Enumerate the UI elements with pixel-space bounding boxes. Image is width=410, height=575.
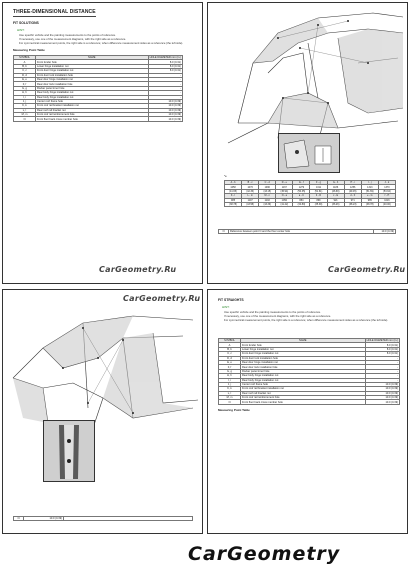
hint-label: HINT: <box>222 305 230 309</box>
detail-inset-illustration <box>44 421 94 481</box>
cell-hole-diameter: - <box>365 365 399 369</box>
cell-name: Front door lock installation hole <box>241 356 366 360</box>
footer-name: Reference between point N and the floor center hole <box>229 230 374 234</box>
manual-page-4 <box>207 289 408 534</box>
dist-cell: E - f <box>293 181 310 185</box>
dist-cell: b - D <box>310 194 327 198</box>
cell-symbol: J, j <box>14 99 36 103</box>
cell-name: Lower hinge installation nut <box>36 64 149 68</box>
measuring-point-table <box>218 338 400 405</box>
col-name: NAME <box>36 56 149 60</box>
cell-name: Rear door lock installation hole <box>36 82 149 86</box>
dist-cell: (35.39) <box>310 202 327 206</box>
dist-cell: (46.69) <box>327 189 344 193</box>
dist-cell: F - g <box>310 181 327 185</box>
cell-hole-diameter: 10.0 (0.39) <box>148 99 182 103</box>
cell-hole-diameter: - <box>365 374 399 378</box>
dist-cell: (34.80) <box>293 202 310 206</box>
cell-hole-diameter: - <box>365 360 399 364</box>
dist-cell: (42.36) <box>242 189 259 193</box>
dist-cell: f - H <box>378 194 395 198</box>
cell-name: Rocker panel inner hole <box>241 369 366 373</box>
col-name: NAME <box>241 339 366 343</box>
distance-table <box>224 180 396 207</box>
cell-symbol: D, d <box>14 73 36 77</box>
cell-name: Rear body hinge installation nut <box>241 378 366 382</box>
cell-hole-diameter: 10.0 (0.39) <box>365 387 399 391</box>
cell-name: Front fender hole <box>241 343 366 347</box>
hint-marker: *a <box>224 175 227 178</box>
footer-row-table <box>13 516 193 521</box>
dist-cell: (51.61) <box>310 189 327 193</box>
cell-name: Front door lock installation hole <box>36 73 149 77</box>
cell-symbol: G, g <box>14 86 36 90</box>
dist-cell: d - F <box>344 194 361 198</box>
cell-symbol: N <box>14 117 36 121</box>
cell-name: Front roof rail bracket installation nut <box>241 387 366 391</box>
dist-cell: (41.42) <box>276 202 293 206</box>
footer-symbol: N <box>219 230 229 234</box>
cell-hole-diameter: 8.0 (0.31) <box>148 60 182 64</box>
cell-symbol: G, g <box>219 369 241 373</box>
cell-symbol: K, k <box>219 387 241 391</box>
dist-cell: (36.26) <box>327 202 344 206</box>
cell-symbol: A <box>14 60 36 64</box>
dist-cell: e - G <box>361 194 378 198</box>
cell-symbol: M, m <box>219 396 241 400</box>
dist-cell: 985 <box>225 198 242 202</box>
cell-hole-diameter: 8.0 (0.31) <box>148 69 182 73</box>
col-symbol: SYMBOL <box>219 339 241 343</box>
dist-cell: H - i <box>344 181 361 185</box>
dist-cell: D - e <box>276 181 293 185</box>
dist-cell: (43.15) <box>259 189 276 193</box>
cell-symbol: E, e <box>219 360 241 364</box>
dist-cell: 1256 <box>344 185 361 189</box>
cell-symbol: H, h <box>219 374 241 378</box>
cell-hole-diameter: 10.0 (0.39) <box>148 104 182 108</box>
cell-hole-diameter: 8.0 (0.31) <box>148 64 182 68</box>
manual-page-2 <box>207 2 408 284</box>
cell-name: Rear body hinge installation nut <box>36 95 149 99</box>
cell-hole-diameter: - <box>148 86 182 90</box>
cell-name: Rear roof rail bracket nut <box>36 108 149 112</box>
cell-hole-diameter: 10.0 (0.39) <box>365 400 399 404</box>
cell-symbol: C, c <box>14 69 36 73</box>
dist-cell: a - C <box>293 194 310 198</box>
detail-inset-box <box>43 420 95 482</box>
watermark: CarGeometry.Ru <box>328 265 406 274</box>
footer-value: 10.0 (0.39) <box>374 230 396 234</box>
cell-hole-diameter: - <box>148 95 182 99</box>
section-title: THREE-DIMENSIONAL DISTANCE <box>13 9 96 15</box>
dist-cell: 985 <box>361 198 378 202</box>
footer-value: 10.0 (0.39) <box>24 517 64 521</box>
cell-hole-diameter: - <box>148 82 182 86</box>
cell-hole-diameter: - <box>148 73 182 77</box>
col-hole-diameter: HOLE DIAMETER mm (in.) <box>366 339 398 343</box>
detail-inset-illustration <box>279 134 339 172</box>
cell-hole-diameter: - <box>365 378 399 382</box>
dist-cell: B - c <box>242 181 259 185</box>
dist-cell: (40.00) <box>378 202 395 206</box>
dist-cell: K - l <box>225 194 242 198</box>
dist-cell: N - a <box>276 194 293 198</box>
dist-cell: I - j <box>361 181 378 185</box>
dist-cell: C - d <box>259 181 276 185</box>
dist-cell: 1313 <box>361 185 378 189</box>
dist-cell: (43.39) <box>259 202 276 206</box>
watermark-brand: CarGeometry <box>188 543 341 565</box>
cell-hole-diameter: 10.0 (0.39) <box>148 117 182 121</box>
dist-cell: c - E <box>327 194 344 198</box>
dist-cell: (38.23) <box>344 202 361 206</box>
dist-cell: (53.94) <box>378 189 395 193</box>
cell-name: Rear roof rail bracket nut <box>241 391 366 395</box>
dist-cell: (41.65) <box>225 189 242 193</box>
dist-cell: A - b <box>225 181 242 185</box>
cell-hole-diameter: 10.0 (0.39) <box>365 391 399 395</box>
footer-symbol: N <box>14 517 24 521</box>
cell-hole-diameter: 10.0 (0.39) <box>365 396 399 400</box>
footer-row <box>219 230 396 234</box>
col-symbol: SYMBOL <box>14 56 36 60</box>
dist-cell: (50.35) <box>293 189 310 193</box>
dist-cell: G - h <box>327 181 344 185</box>
cell-name: Rear door hinge installation nut <box>241 360 366 364</box>
cell-symbol: B, b <box>219 347 241 351</box>
subsection-title: FIT STRAIGHTS <box>218 298 244 302</box>
cell-symbol: L, l <box>219 391 241 395</box>
bullet-3: For symmetrical measurement points, the right side is a reference; when difference measurement sides as a reference (the left side). <box>19 41 184 45</box>
dist-cell: 1052 <box>276 198 293 202</box>
cell-name: Front floor back cross member hole <box>241 400 366 404</box>
dist-cell: (38.78) <box>361 202 378 206</box>
footer-row-table <box>218 229 396 234</box>
dist-cell: 884 <box>293 198 310 202</box>
dist-cell: M - n <box>259 194 276 198</box>
cell-symbol: J, j <box>219 382 241 386</box>
dist-cell: 1076 <box>242 185 259 189</box>
cell-symbol: I, i <box>219 378 241 382</box>
footer-row <box>14 517 193 521</box>
cell-hole-diameter: - <box>365 369 399 373</box>
cell-hole-diameter: - <box>148 91 182 95</box>
vehicle-body-illustration-side <box>3 308 203 438</box>
cell-name: Rear body hinge installation nut <box>36 91 149 95</box>
cell-hole-diameter: - <box>148 77 182 81</box>
dist-cell: 1370 <box>378 185 395 189</box>
dist-cell: 899 <box>310 198 327 202</box>
dist-cell: 921 <box>327 198 344 202</box>
cell-symbol: D, d <box>219 356 241 360</box>
cell-symbol: K, k <box>14 104 36 108</box>
dist-cell: 1058 <box>225 185 242 189</box>
cell-name: Lower hinge installation nut <box>241 347 366 351</box>
cell-hole-diameter: 10.0 (0.39) <box>148 113 182 117</box>
cell-symbol: I, i <box>14 95 36 99</box>
cell-name: Rocker panel inner hole <box>36 86 149 90</box>
cell-name: Front roof rail bracket installation nut <box>36 104 149 108</box>
table-row <box>14 117 183 121</box>
cell-symbol: F, f <box>219 365 241 369</box>
hint-label: HINT: <box>17 28 25 32</box>
manual-page-3 <box>2 289 203 534</box>
dist-inch-row <box>225 202 396 206</box>
footer-blank <box>64 517 193 521</box>
cell-name: Front fender hole <box>36 60 149 64</box>
cell-name: Center roof frame hole <box>36 99 149 103</box>
dist-cell: (38.78) <box>225 202 242 206</box>
dist-cell: 1186 <box>327 185 344 189</box>
dist-cell: 1311 <box>310 185 327 189</box>
dist-cell: 1279 <box>293 185 310 189</box>
cell-symbol: A <box>219 343 241 347</box>
cell-name: Front door hinge installation nut <box>36 69 149 73</box>
dist-cell: (49.45) <box>344 189 361 193</box>
cell-symbol: L, l <box>14 108 36 112</box>
subsection-title: FIT SOLUTIONS <box>13 21 39 25</box>
bullet-1: Use specific vehicle and the painting measurements to the points of reference. <box>224 310 322 314</box>
cell-symbol: F, f <box>14 82 36 86</box>
cell-symbol: B, b <box>14 64 36 68</box>
cell-symbol: M, m <box>14 113 36 117</box>
cell-name: Rear door hinge installation nut <box>36 77 149 81</box>
cell-hole-diameter: 8.0 (0.31) <box>365 347 399 351</box>
cell-name: Front floor back cross member hole <box>36 117 149 121</box>
bullet-2: If necessary, use one of the measurement diagrams, with the right side as a reference. <box>224 314 332 318</box>
cell-symbol: C, c <box>219 352 241 356</box>
cell-name: Front door hinge installation nut <box>241 352 366 356</box>
dist-cell: 1102 <box>259 198 276 202</box>
dist-cell: 1016 <box>378 198 395 202</box>
table-label: Measuring Point Table <box>13 48 45 52</box>
bullet-2: If necessary, use one of the measurement diagrams, with the right side as a reference. <box>19 37 127 41</box>
cell-name: Rear door lock installation hole <box>241 365 366 369</box>
dist-cell: J - k <box>378 181 395 185</box>
manual-page-1 <box>2 2 203 284</box>
cell-hole-diameter: 8.0 (0.31) <box>365 343 399 347</box>
cell-symbol: E, e <box>14 77 36 81</box>
dist-cell: (45.94) <box>276 189 293 193</box>
cell-hole-diameter: 10.0 (0.39) <box>365 382 399 386</box>
watermark: CarGeometry.Ru <box>99 265 177 274</box>
cell-hole-diameter: - <box>365 356 399 360</box>
dist-cell: L - m <box>242 194 259 198</box>
dist-cell: (51.69) <box>361 189 378 193</box>
table-label: Measuring Point Table <box>218 408 250 412</box>
watermark: CarGeometry.Ru <box>123 294 201 303</box>
cell-name: Front roof rail reinforcement hole <box>241 396 366 400</box>
cell-name: Front roof rail reinforcement hole <box>36 113 149 117</box>
cell-hole-diameter: 10.0 (0.39) <box>148 108 182 112</box>
dist-cell: 1107 <box>242 198 259 202</box>
dist-cell: 1096 <box>259 185 276 189</box>
cell-name: Rear body hinge installation nut <box>241 374 366 378</box>
cell-name: Center roof frame hole <box>241 382 366 386</box>
bullet-1: Use specific vehicle and the painting measurements to the points of reference. <box>19 33 117 37</box>
dist-cell: (43.58) <box>242 202 259 206</box>
dist-cell: 971 <box>344 198 361 202</box>
detail-inset-box <box>278 133 340 173</box>
cell-hole-diameter: 8.0 (0.31) <box>365 352 399 356</box>
measuring-point-table <box>13 55 183 122</box>
cell-symbol: N <box>219 400 241 404</box>
table-row <box>219 400 400 404</box>
dist-cell: 1167 <box>276 185 293 189</box>
col-hole-diameter: HOLE DIAMETER mm (in.) <box>149 56 181 60</box>
bullet-3: For symmetrical measurement points, the right side is a reference; when difference measurement sides as a reference (the left side). <box>224 318 389 322</box>
cell-symbol: H, h <box>14 91 36 95</box>
